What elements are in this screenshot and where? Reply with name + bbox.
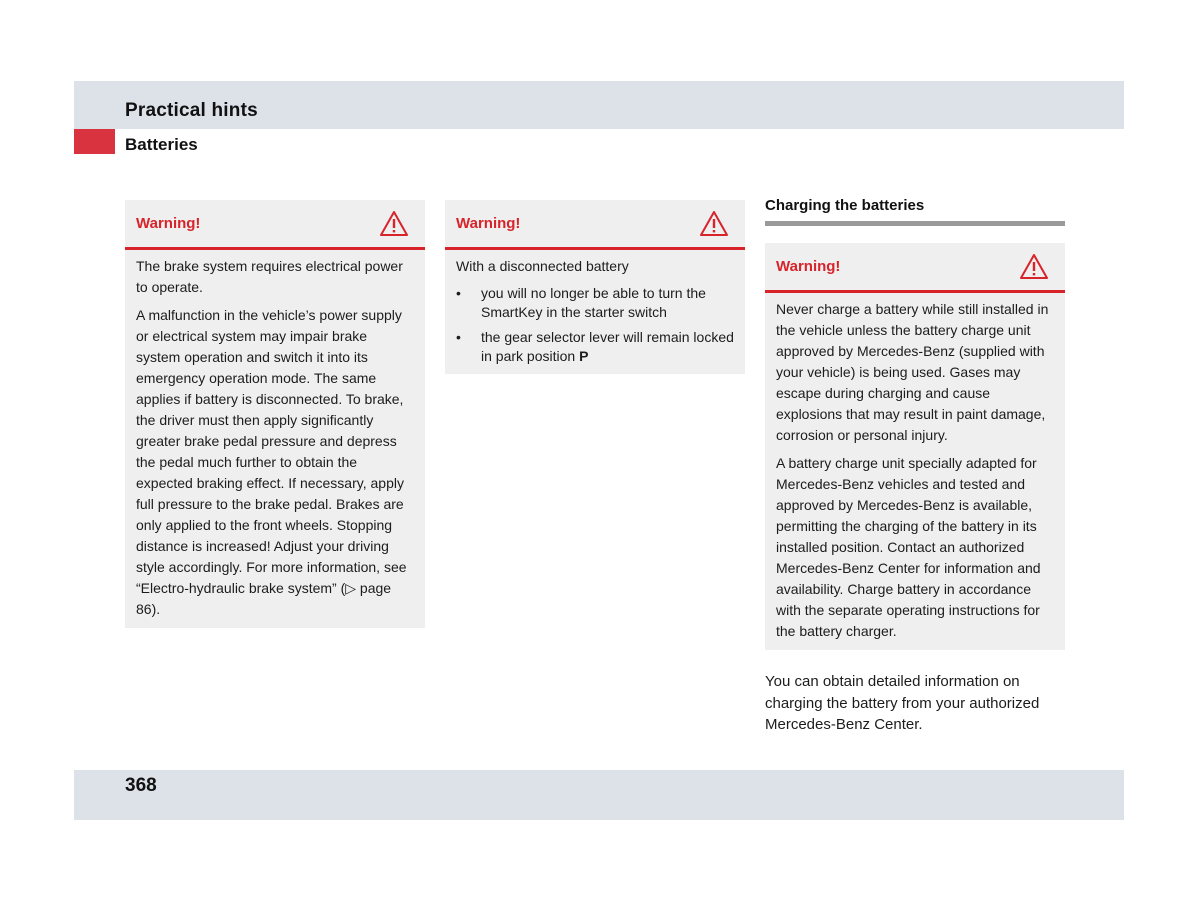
warning-header xyxy=(125,200,425,250)
warning-body xyxy=(445,250,745,374)
warning-label: Warning! xyxy=(456,215,521,232)
bullet-item xyxy=(456,328,734,366)
bullet-item xyxy=(456,284,734,322)
warning-paragraph: A battery charge unit specially adapted for Mercedes-Benz vehicles and tested and approved by Mercedes-Benz is available, permitting the charging of the battery in its installed position. Contact an authorized Mercedes-Benz Center for information and availability. Charge battery in accordance with the separate operating instructions for the battery charger. xyxy=(776,455,1041,639)
warning-triangle-icon xyxy=(699,210,729,237)
section-title: Batteries xyxy=(125,135,198,154)
warning-body xyxy=(125,250,425,628)
warning-box-charging xyxy=(765,243,1065,650)
chapter-title: Practical hints xyxy=(125,100,258,121)
warning-label: Warning! xyxy=(136,215,201,232)
warning-paragraph: A malfunction in the vehicle’s power supply or electrical system may impair brake system operation and switch it into its emergency operation mode. The same applies if battery is disconnected. To brake, the driver must then apply significantly greater brake pedal pressure and depress the pedal much further to obtain the expected braking effect. If necessary, apply full pressure to the brake pedal. Brakes are only applied to the front wheels. Stopping distance is increased! Adjust your driving style accordingly. For more information, see “Electro-hydraulic brake system” (▷ page 86). xyxy=(136,307,407,617)
warning-header xyxy=(445,200,745,250)
bullet-icon: • xyxy=(456,329,461,345)
warning-triangle-icon xyxy=(379,210,409,237)
warning-paragraph: Never charge a battery while still installed in the vehicle unless the battery charge unit approved by Mercedes-Benz (supplied with your vehicle) is being used. Gases may escape during charging and cause explosions that may result in paint damage, corrosion or personal injury. xyxy=(776,301,1049,443)
subsection-heading: Charging the batteries xyxy=(765,197,1065,226)
bullet-text: you will no longer be able to turn the SmartKey in the starter switch xyxy=(481,285,706,320)
footer-bar xyxy=(74,770,1124,820)
warning-triangle-icon xyxy=(1019,253,1049,280)
section-marker xyxy=(74,129,115,154)
warning-box-brake-system xyxy=(125,200,425,628)
warning-header xyxy=(765,243,1065,293)
warning-body xyxy=(765,293,1065,650)
bullet-icon: • xyxy=(456,285,461,301)
warning-bullet-list xyxy=(456,284,734,366)
warning-label: Warning! xyxy=(776,258,841,275)
warning-intro: With a disconnected battery xyxy=(456,258,629,274)
bullet-text: the gear selector lever will remain locked in park position xyxy=(481,329,734,364)
park-position-label: P xyxy=(579,348,589,364)
warning-box-disconnected-battery xyxy=(445,200,745,374)
warning-paragraph: The brake system requires electrical power to operate. xyxy=(136,258,403,295)
page-number: 368 xyxy=(125,775,157,796)
charging-info-note: You can obtain detailed information on charging the battery from your authorized Mercedes-Benz Center. xyxy=(765,673,1040,733)
